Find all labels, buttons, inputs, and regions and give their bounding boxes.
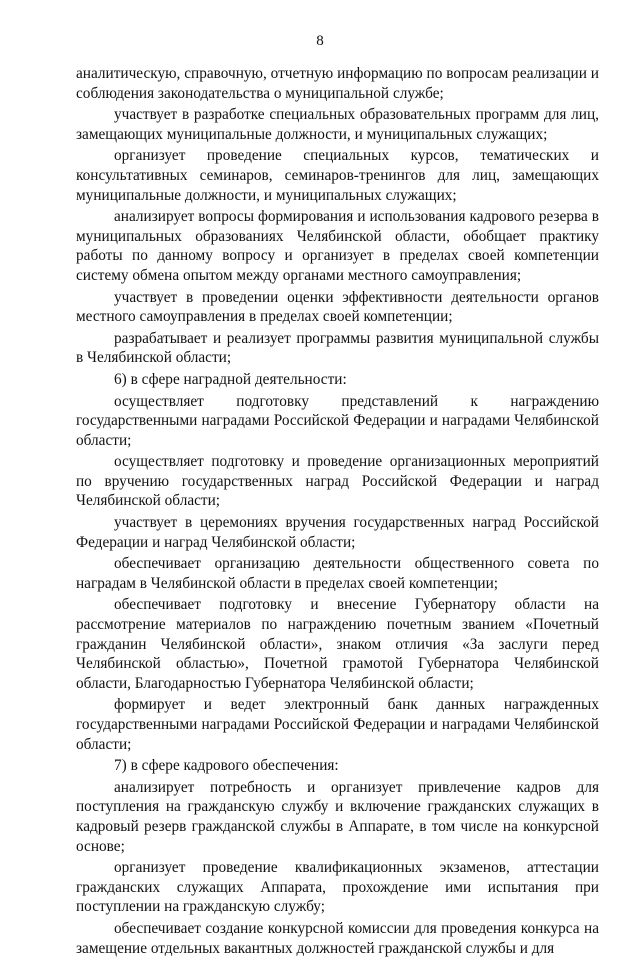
- paragraph: разрабатывает и реализует программы развития муниципальной службы в Челябинской области;: [76, 329, 599, 367]
- paragraph: участвует в церемониях вручения государственных наград Российской Федерации и наград Челябинской области;: [76, 514, 599, 551]
- paragraph: обеспечивает организацию деятельности общественного совета по наградам в Челябинской области в пределах своей компетенции;: [76, 555, 599, 592]
- paragraph: анализирует потребность и организует привлечение кадров для поступления на гражданскую службу и включение гражданских служащих в кадровый резерв гражданской службы в Аппарате, в том числе на конкурсной основе;: [76, 778, 599, 855]
- section-heading: 6) в сфере наградной деятельности:: [114, 370, 347, 388]
- paragraph: участвует в проведении оценки эффективности деятельности органов местного самоуправления в пределах своей компетенции;: [76, 288, 599, 326]
- paragraph: организует проведение квалификационных экзаменов, аттестации гражданских служащих Аппарата, прохождение ими испытания при поступлении на гражданскую службу;: [76, 859, 599, 916]
- paragraph: осуществляет подготовку и проведение организационных мероприятий по вручению государственных наград Российской Федерации и наград Челябинской области;: [76, 453, 599, 510]
- paragraph: организует проведение специальных курсов, тематических и консультативных семинаров, семинаров-тренингов для лиц, замещающих муниципальные должности, и муниципальных служащих;: [76, 147, 599, 204]
- paragraph: формирует и ведет электронный банк данных награжденных государственными наградами Российской Федерации и наградами Челябинской области;: [76, 696, 599, 753]
- section-heading: 7) в сфере кадрового обеспечения:: [114, 757, 339, 775]
- paragraph: анализирует вопросы формирования и использования кадрового резерва в муниципальных образованиях Челябинской области, обобщает практику работы по данному вопросу и организует в пределах своей компетенции систему обмена опытом между органами местного самоуправления;: [76, 208, 599, 284]
- paragraph: обеспечивает создание конкурсной комиссии для проведения конкурса на замещение отдельных вакантных должностей гражданской службы и для: [76, 919, 599, 957]
- document-body: [76, 64, 599, 960]
- paragraph: осуществляет подготовку представлений к награждению государственными наградами Российской Федерации и наградами Челябинской области;: [76, 392, 599, 449]
- paragraph: участвует в разработке специальных образовательных программ для лиц, замещающих муниципальные должности, и муниципальных служащих;: [76, 106, 599, 143]
- paragraph: аналитическую, справочную, отчетную информацию по вопросам реализации и соблюдения законодательства о муниципальной службе;: [76, 65, 599, 102]
- paragraph: обеспечивает подготовку и внесение Губернатору области на рассмотрение материалов по награждению почетным званием «Почетный гражданин Челябинской области», знаком отличия «За заслуги перед Челябинской областью», Почетной грамотой Губернатора Челябинской области, Благодарностью Губернатора Челябинской области;: [76, 596, 599, 692]
- page-number: 8: [316, 33, 324, 49]
